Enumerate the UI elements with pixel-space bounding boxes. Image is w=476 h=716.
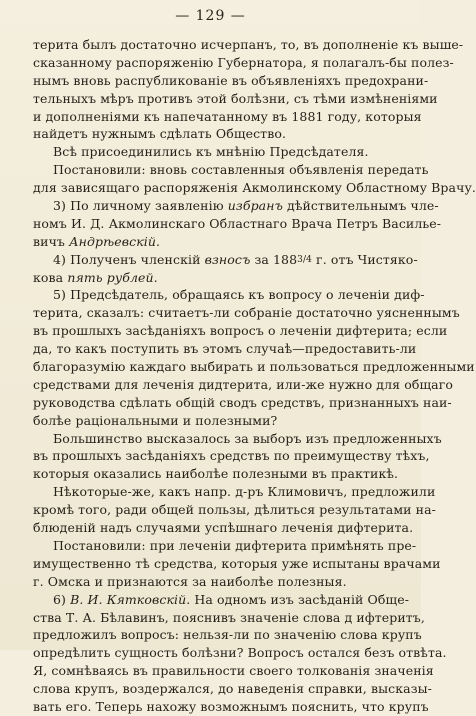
text-run: 6) <box>53 591 71 607</box>
text-line <box>33 555 441 573</box>
text-line <box>33 72 429 90</box>
body-text <box>33 36 476 716</box>
italic-text: В. И. Кятковскій. <box>70 591 191 607</box>
text-run: Всѣ присоединились къ мнѣнію Предсѣдателя. <box>53 144 369 160</box>
text-run: терита, сказалъ: считаетъ-ли собраніе достаточно уясненнымъ <box>33 305 460 321</box>
text-line <box>33 125 395 143</box>
text-run: Постановили: вновь составленныя объявленія передать <box>53 162 429 178</box>
text-line <box>33 251 418 269</box>
text-line <box>33 519 414 537</box>
text-line <box>33 447 430 465</box>
text-line <box>33 36 464 54</box>
text-line <box>33 376 454 394</box>
text-run: дѣйствительнымъ чле- <box>282 198 439 214</box>
text-run: кромѣ того, ради общей пользы, дѣлиться результатами на- <box>33 502 436 518</box>
text-run: На одномъ изъ засѣданій Обще- <box>190 591 410 607</box>
text-line <box>33 537 417 555</box>
text-run: Постановили: при леченіи дифтерита примѣнять пре- <box>53 537 417 553</box>
text-line <box>33 322 448 340</box>
text-run: болѣе раціональными и полезными? <box>33 412 278 428</box>
text-line <box>33 573 395 591</box>
text-line <box>33 197 439 215</box>
text-run: г. отъ Чистяко- <box>311 251 418 267</box>
text-line <box>33 161 429 179</box>
text-run: которыя оказались наиболѣе полезными въ практикѣ. <box>33 466 399 482</box>
text-run: 3) По личному заявленію <box>53 198 228 214</box>
text-line <box>33 591 410 609</box>
text-run: и дополненіями къ напечатанному въ 1881 году, которыя <box>33 108 422 124</box>
text-line <box>33 179 476 197</box>
italic-text: взносъ <box>204 251 251 267</box>
text-run: терита былъ достаточно исчерпанъ, то, въ дополненіе къ выше- <box>33 37 464 52</box>
italic-text: пять рублей. <box>67 269 158 285</box>
italic-text: Андрѣевскій. <box>69 233 161 249</box>
text-line <box>33 233 395 251</box>
text-run: номъ И. Д. Акмолинскаго Областнаго Врача Петръ Василье- <box>33 215 442 231</box>
text-line <box>33 483 436 501</box>
text-line <box>33 680 432 698</box>
text-run: сказанному распоряженію Губернатора, я полагалъ-бы полез- <box>33 54 454 70</box>
text-line <box>33 412 395 430</box>
text-run: предложилъ вопросъ: нельзя-ли по значенію слова крупъ <box>33 627 422 643</box>
text-line <box>33 698 429 716</box>
text-run: блюденій надъ случаями успѣшнаго леченія дифтерита. <box>33 520 414 536</box>
text-line <box>33 394 452 412</box>
text-run: въ прошлыхъ засѣданіяхъ вопросъ о леченіи дифтерита; если <box>33 323 448 339</box>
text-run: за 188 <box>250 251 298 267</box>
text-run: для зависящаго распоряженія Акмолинскому Областному Врачу. <box>33 180 476 196</box>
text-run: нымъ вновь распубликованіе въ объявленіяхъ предохрани- <box>33 72 429 88</box>
text-run: слова крупъ, воздержался, до наведенія справки, высказы- <box>33 681 432 697</box>
text-run: благоразумію каждаго выбирать и пользоваться предложенными <box>33 359 475 375</box>
text-line <box>33 54 454 72</box>
text-line <box>33 626 422 644</box>
text-line <box>33 501 436 519</box>
text-run: Большинство высказалось за выборъ изъ предложенныхъ <box>53 430 442 446</box>
fraction-text: 3/4 <box>297 254 312 265</box>
text-line <box>33 108 422 126</box>
text-run: кова <box>33 269 68 285</box>
text-run: средствами для леченія дидтерита, или-же нужно для общаго <box>33 376 454 392</box>
text-line <box>33 465 399 483</box>
text-run: вать его. Теперь нахожу возможнымъ пояснить, что крупъ <box>33 698 429 714</box>
text-line <box>33 143 395 161</box>
page-number: — 129 — <box>175 8 246 24</box>
text-line <box>33 304 460 322</box>
text-run: 5) Предсѣдатель, обращаясь къ вопросу о леченіи диф- <box>53 287 425 303</box>
text-run: Нѣкоторые-же, какъ напр. д-ръ Климовичъ, предложили <box>53 484 436 500</box>
text-line <box>33 644 447 662</box>
text-line <box>33 430 442 448</box>
text-line <box>33 358 475 376</box>
text-line <box>33 340 417 358</box>
text-run: да, то какъ поступить въ этомъ случаѣ—предоставить-ли <box>33 341 417 357</box>
text-run: найдетъ нужнымъ сдѣлать Общество. <box>33 126 287 142</box>
text-run: имущественно тѣ средства, которыя уже испытаны врачами <box>33 555 441 571</box>
text-line <box>33 269 395 287</box>
text-run: опредѣлить сущность болѣзни? Вопросъ остался безъ отвѣта. <box>33 645 447 661</box>
text-line <box>33 286 425 304</box>
text-run: ства Т. А. Бѣлавинъ, пояснивъ значеніе слова д ифтеритъ, <box>33 609 425 625</box>
text-line <box>33 90 438 108</box>
text-line <box>33 609 425 627</box>
text-run: тельныхъ мѣръ противъ этой болѣзни, съ тѣми измѣненіями <box>33 90 438 106</box>
text-run: въ прошлыхъ засѣданіяхъ средствъ по преимуществу тѣхъ, <box>33 448 430 464</box>
italic-text: избранъ <box>227 198 283 214</box>
text-run: руководства сдѣлать общій сводъ средствъ, признанныхъ наи- <box>33 394 452 410</box>
text-run: 4) Полученъ членскій <box>53 251 205 267</box>
text-line <box>33 215 442 233</box>
text-run: г. Омска и признаются за наиболѣе полезныя. <box>33 573 347 589</box>
text-run: вичъ <box>33 233 70 249</box>
text-line <box>33 662 434 680</box>
text-run: Я, сомнѣваясь въ правильности своего толкованія значенія <box>33 663 434 679</box>
